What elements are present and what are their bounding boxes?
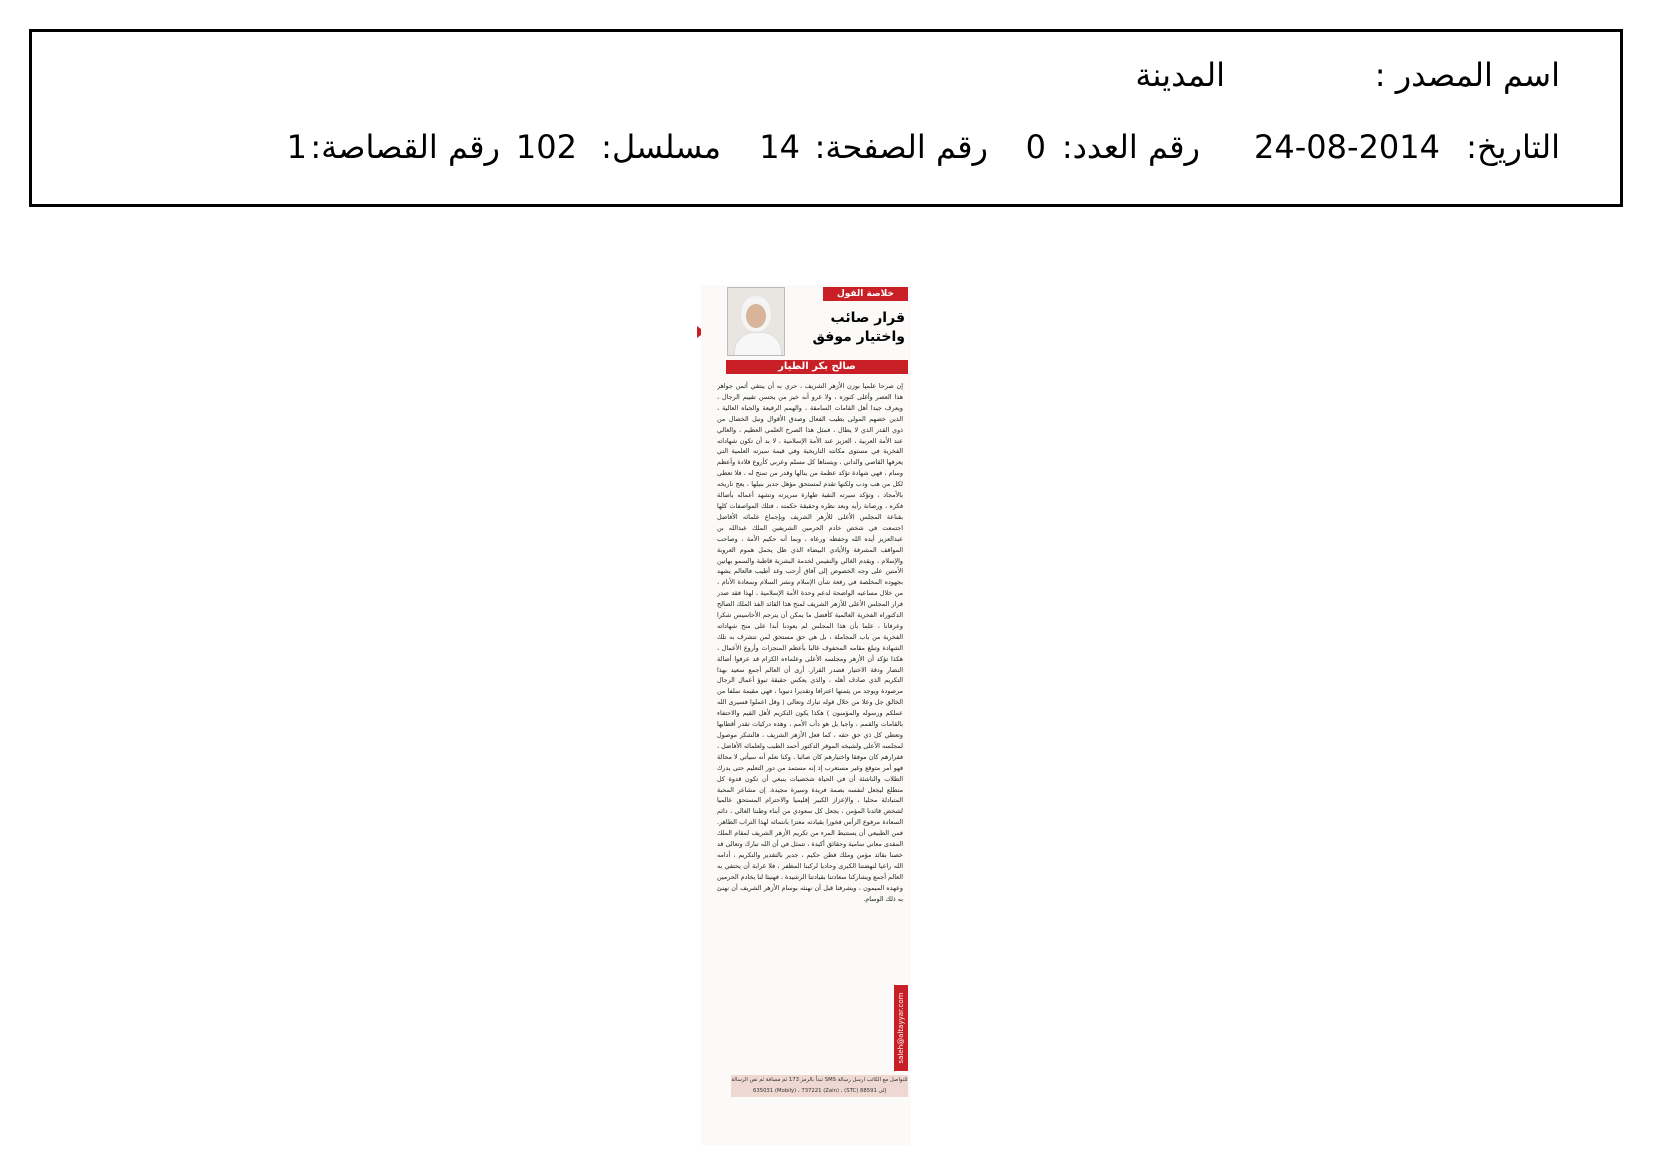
serial-label: مسلسل: [601, 128, 721, 166]
clip-value: 1 [286, 128, 307, 166]
author-thobe [734, 332, 782, 356]
issue-value: 0 [1025, 128, 1046, 166]
clip-label: رقم القصاصة: [310, 128, 500, 166]
article-body: إن صرحا علميا بوزن الأزهر الشريف ، حري به أن ينتقي أثمن جواهر هذا العصر وأغلى كنوزه ، ولا غرو أنه خير من يحسن تقييم الرجال ، ويعرف جيدا أهل القامات السامقة ، والهمم الرفيعة والجباه العالية ، الذين خصهم المولى بطيب الفعال وصدق الأقوال ونبل الخصال من ذوي القدر الذي لا يطال ، فمثل هذا الصرح العلمي العظيم ، والغالي عند الأمة العربية ، العزيز عند الأمة الإسلامية ، لا بد أن تكون شهاداته الفخرية في مستوى مكانته التاريخية وفي قيمة سيرته العلمية التي يعرفها القاصي والداني ، ويتمناها كل مسلم وعربي كأروع قلادة وأعظم وسام ، فهي شهادة تؤكد عظمة من ينالها وقدر من تمنح له ، فلا تعطى لكل من هب ودب ولكنها تقدم لمستحق مؤهل جدير بنيلها ، يعج تاريخه بالأمجاد ، وتؤكد سيرته النقية طهارة سريرته وتشهد أعماله بأصالة فكره ، ورصانة رأيه وبعد نظره وحقيقة حكمته ، فتلك المواصفات كلها بقناعة المجلس الأعلى للأزهر الشريف وبإجماع علمائه الأفاضل اجتمعت في شخص خادم الحرمين الشريفين الملك عبدالله بن عبدالعزيز أيده الله وحفظه ورعاه ، وبما أنه حكيم الأمة ، وصاحب المواقف المشرفة والأيادي البيضاء الذي ظل يحمل هموم العروبة والإسلام ، ويقدم الغالي والنفيس لخدمة البشرية قاطبة والسمو بهاتين الأمتين على وجه الخصوص إلى آفاق أرحب وغد أطيب فالعالم يشهد بجهوده المخلصة في رفعة شأن الإسلام ونشر السلام وسعادة الأنام ، من خلال مساعيه الواضحة لدعم وحدة الأمة الإسلامية ، لهذا فقد صدر قرار المجلس الأعلى للأزهر الشريف لمنح هذا القائد الفذ الملك الصالح الدكتوراه الفخرية العالمية كأفضل ما يمكن أن يترجم الأحاسيس شكرا وعرفانا ، علما بأن هذا المجلس لم يعودنا أبدا على منح شهاداته الفخرية من باب المجاملة ، بل هي حق مستحق لمن تتشرف به تلك الشهادة وتبلغ مقامه المحفوف غالبا بأعظم المنجزات وأروع الأعمال ، هكذا تؤكد أن الأزهر ومجلسه الأعلى وعلماءه الكرام قد عرفوا أصالة النضار ودقة الاختيار فصدر القرار. أرى أن العالم أجمع سعيد بهذا التكريم الذي صادف أهله ، والذي يعكس حقيقة تبوؤ أعمال الرجال مرصودة ويوجد من يثمنها اعترافا وتقديرا دنيويا ، فهي مقيمة سلفا من الخالق جل وعلا من خلال قوله تبارك وتعالى ( وقل اعملوا فسيرى الله عملكم ورسوله والمؤمنون ) هكذا يكون التكريم لأهل القيم والاحتفاء بالقامات والقمم ، واجبا بل هو دأب الأمم ، وهذه دركيات تقدر أقطابها وتعطي كل ذي حق حقه ، كما فعل الأزهر الشريف ، فالشكر موصول لمجلسه الأعلى ولشيخه الموقر الدكتور أحمد الطيب ولعلمائه الأفاضل ، فقرارهم كان موفقا واختيارهم كان صائبا ، وكنا نعلم أنه سيأتي لا محالة فهو أمر متوقع وغير مستغرب إذ إنه مستمد من دور التعليم حتى يدرك الطلاب والناشئة أن في الحياة شخصيات ينبغي أن تكون قدوة كل متطلع ليجعل لنفسه بصمة فريدة وسيرة مجيدة. إن مشاعر المحبة المتبادلة محليا ، والإعزاز الكبير إقليميا والاحترام المستحق عالميا لشخص قائدنا المؤمن ، يجعل كل سعودي من أبناء وطننا الغالي ، دائم السعادة مرفوع الرأس فخورا بقيادته معتزا بانتمائه لهذا التراب الطاهر. فمن الطبيعي أن يستنبط المرء من تكريم الأزهر الشريف لمقام الملك المفدى معاني سامية وحقائق أكيدة ، تتمثل في أن الله تبارك وتعالى قد خصنا بقائد مؤمن وملك فطن حكيم ، جدير بالتقدير والتكريم ، أدامه الله راعيا لنهضتنا الكبرى وحاديا لركبنا المظفر ، فلا غرابة أن يحتفي به العالم أجمع ويشاركنا سعادتنا بقيادتنا الرشيدة ، فهنيئا لنا بخادم الحرمين وعهده الميمون ، ويشرفنا قبل أن نهنئه بوسام الأزهر الشريف أن نهنئ به ذلك الوسام. [717, 382, 903, 903]
serial-value: 102 [515, 128, 577, 166]
issue-label: رقم العدد: [1061, 128, 1200, 166]
author-email: saleh@altayyar.com [897, 992, 905, 1064]
page-label: رقم الصفحة: [814, 128, 988, 166]
source-value: المدينة [1135, 56, 1225, 94]
author-photo [727, 287, 785, 356]
article-headline: قرار صائب واختيار موفق [812, 310, 905, 345]
author-email-strip [894, 985, 908, 1071]
date-value: 24-08-2014 [1254, 128, 1440, 166]
column-name-tag: خلاصة القول [823, 287, 908, 301]
author-name: صالح بكر الطيار [726, 360, 908, 374]
date-label: التاريخ: [1466, 128, 1560, 166]
source-label: اسم المصدر : [1374, 56, 1560, 94]
sms-footer-note: للتواصل مع الكاتب ارسل رسالة SMS تبدأ بالرمز 173 ثم مسافة ثم نص الرسالة إلى 88591 (STC) ، 635031 (Mobily) ، 737221 (Zain) [731, 1075, 908, 1097]
author-face [746, 304, 766, 328]
newspaper-clipping [701, 285, 911, 1145]
page-value: 14 [759, 128, 800, 166]
clipping-header [29, 29, 1623, 207]
